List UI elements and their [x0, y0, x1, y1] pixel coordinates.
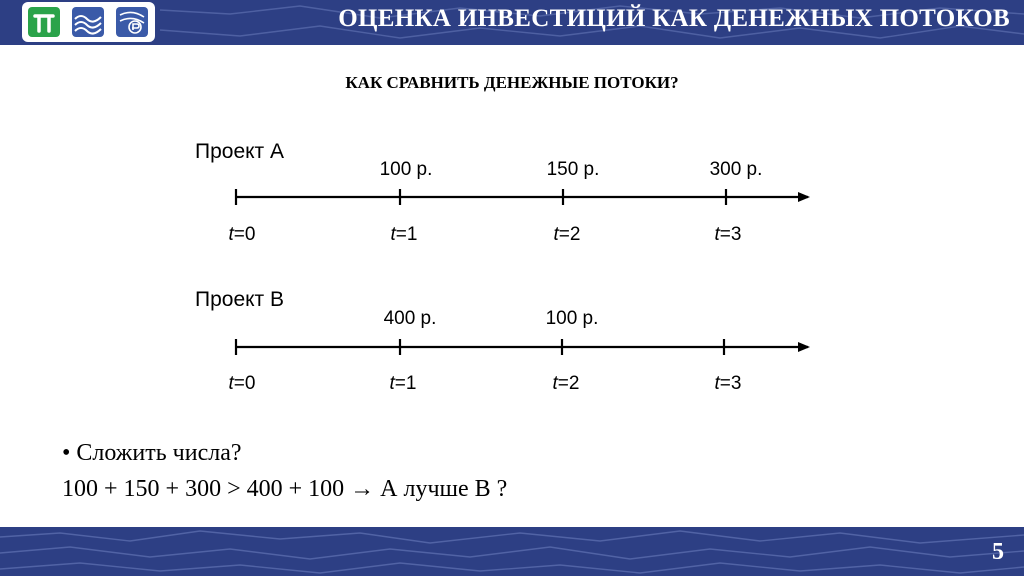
footer-wave-pattern	[0, 527, 1024, 576]
project-a-amount: 300 р.	[709, 159, 763, 180]
tick-label: t=1	[389, 373, 417, 394]
project-a-label: Проект А	[195, 140, 285, 163]
page-number: 5	[992, 539, 1004, 565]
slide-subtitle: КАК СРАВНИТЬ ДЕНЕЖНЫЕ ПОТОКИ?	[345, 73, 679, 92]
bullet-text: Сложить числа?	[76, 440, 242, 466]
slide-title: ОЦЕНКА ИНВЕСТИЦИЙ КАК ДЕНЕЖНЫХ ПОТОКОВ	[338, 5, 1010, 32]
tick-label: t=2	[552, 373, 580, 394]
project-b-amount: 100 р.	[545, 308, 599, 329]
tick-label: t=3	[714, 224, 742, 245]
tick-label: t=2	[553, 224, 581, 245]
tick-label: t=0	[228, 224, 256, 245]
footer-bar	[0, 527, 1024, 576]
tick-label: t=3	[714, 373, 742, 394]
bullet-item	[62, 440, 242, 467]
project-a-amount: 150 р.	[546, 159, 600, 180]
bullet-dot-icon: •	[62, 440, 71, 466]
tick-label: t=1	[390, 224, 418, 245]
tick-label: t=0	[228, 373, 256, 394]
project-a-amount: 100 р.	[379, 159, 433, 180]
comparison-formula: 100 + 150 + 300 > 400 + 100 → А лучше В ?	[62, 476, 508, 502]
project-b-amount: 400 р.	[383, 308, 437, 329]
project-b-label: Проект В	[195, 288, 285, 311]
